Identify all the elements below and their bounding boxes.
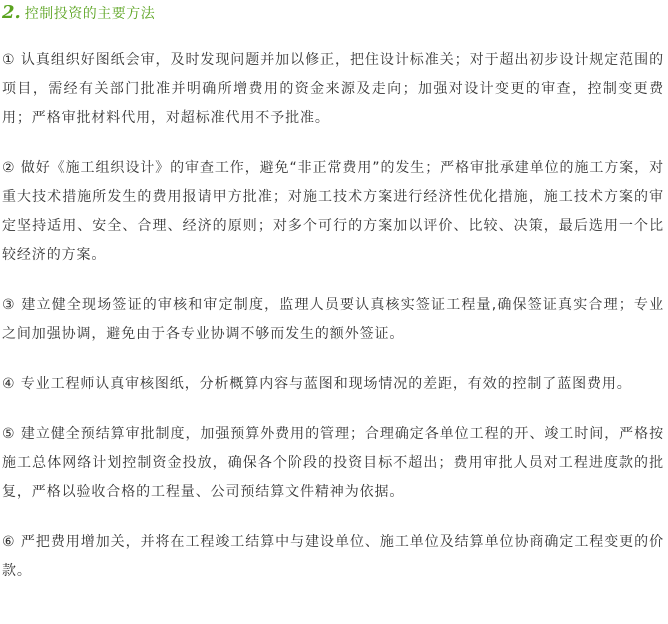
paragraph-5: ⑤ 建立健全预结算审批制度，加强预算外费用的管理；合理确定各单位工程的开、竣工时间，严格按施工总体网络计划控制资金投放，确保各个阶段的投资目标不超出；费用审批人员对工程进度款的批复，严格以验收合格的工程量、公司预结算文件精神为依据。 bbox=[2, 426, 664, 500]
paragraph-2: ② 做好《施工组织设计》的审查工作，避免“非正常费用”的发生；严格审批承建单位的施工方案，对重大技术措施所发生的费用报请甲方批准；对施工技术方案进行经济性优化措施，施工技术方案的审定坚持适用、安全、合理、经济的原则；对多个可行的方案加以评价、比较、决策，最后选用一个比较经济的方案。 bbox=[2, 160, 664, 263]
article-section bbox=[0, 2, 668, 624]
section-heading bbox=[2, 2, 664, 28]
section-title: 控制投资的主要方法 bbox=[24, 6, 156, 22]
paragraph-1: ① 认真组织好图纸会审，及时发现问题并加以修正，把住设计标准关；对于超出初步设计规定范围的项目，需经有关部门批准并明确所增费用的资金来源及走向；加强对设计变更的审查，控制变更费用；严格审批材料代用，对超标准代用不予批准。 bbox=[2, 52, 664, 126]
paragraph-4: ④ 专业工程师认真审核图纸，分析概算内容与蓝图和现场情况的差距，有效的控制了蓝图费用。 bbox=[2, 376, 632, 392]
paragraph-3: ③ 建立健全现场签证的审核和审定制度，监理人员要认真核实签证工程量,确保签证真实合理；专业之间加强协调，避免由于各专业协调不够而发生的额外签证。 bbox=[2, 297, 664, 342]
section-number: 2. bbox=[2, 2, 21, 23]
paragraph-6: ⑥ 严把费用增加关，并将在工程竣工结算中与建设单位、施工单位及结算单位协商确定工程变更的价款。 bbox=[2, 534, 664, 579]
